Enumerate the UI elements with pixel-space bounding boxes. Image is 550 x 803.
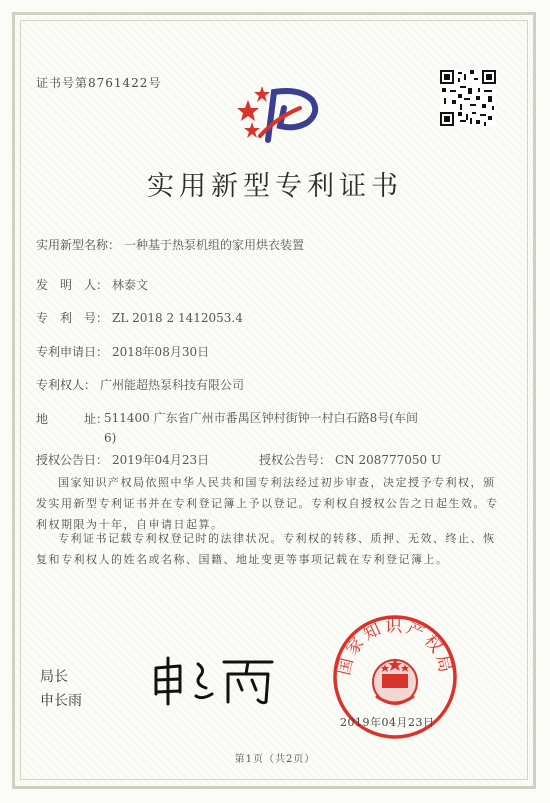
director-name: 申长雨: [40, 693, 82, 709]
patent-number-value: ZL 2018 2 1412053.4: [112, 311, 243, 325]
handwritten-signature-icon: [150, 654, 280, 706]
inventor-value: 林泰文: [112, 278, 149, 292]
grant-row: [36, 451, 441, 468]
body-paragraph-1: 国家知识产权局依照中华人民共和国专利法经过初步审查，决定授予专利权，颁发实用新型专利证书并在专利登记簿上予以登记。专利权自授权公告之日起生效。专利权期限为十年，自申请日起算。: [36, 476, 499, 531]
utility-model-name-label: 实用新型名称：: [36, 238, 121, 252]
inventor-label: 发 明 人：: [36, 278, 109, 292]
grant-date-value: 2019年04月23日: [112, 453, 210, 467]
address-label: 地 址：: [36, 412, 109, 426]
patentee-row: [36, 376, 244, 393]
utility-model-name-row: [36, 236, 304, 253]
grant-date-label: 授权公告日：: [36, 453, 109, 467]
certificate-title: 实用新型专利证书: [147, 171, 403, 202]
patent-office-logo-icon: [230, 78, 322, 144]
patent-number-row: [36, 309, 243, 326]
address-row: [36, 410, 108, 427]
qr-code-icon: [440, 70, 496, 126]
grant-number-value: CN 208777050 U: [334, 453, 442, 467]
utility-model-name-value: 一种基于热泵机组的家用烘衣装置: [124, 238, 305, 252]
patent-number-label: 专 利 号：: [36, 311, 109, 325]
filing-date-row: [36, 343, 209, 360]
certificate-number: 证书号第8761422号: [36, 76, 162, 90]
page-number: 第1页（共2页）: [234, 754, 316, 765]
inventor-row: [36, 276, 148, 293]
star-icon: [244, 122, 260, 138]
star-icon: [254, 86, 270, 102]
seal-text: 国家知识产权局: [334, 616, 456, 678]
filing-date-value: 2018年08月30日: [112, 345, 210, 359]
filing-date-label: 专利申请日：: [36, 345, 109, 359]
grant-number-label: 授权公告号：: [258, 453, 331, 467]
director-title: 局长: [40, 669, 68, 685]
body-paragraph-2: 专利证书记载专利权登记时的法律状况。专利权的转移、质押、无效、终止、恢复和专利权人的姓名或名称、国籍、地址变更等事项记载在专利登记簿上。: [36, 532, 496, 566]
star-icon: [237, 100, 259, 121]
address-value: 511400 广东省广州市番禺区钟村街钟一村白石路8号(车间6): [104, 411, 418, 445]
patentee-label: 专利权人：: [36, 378, 97, 392]
seal-date: 2019年04月23日: [340, 716, 435, 729]
patentee-value: 广州能超热泵科技有限公司: [100, 378, 245, 392]
